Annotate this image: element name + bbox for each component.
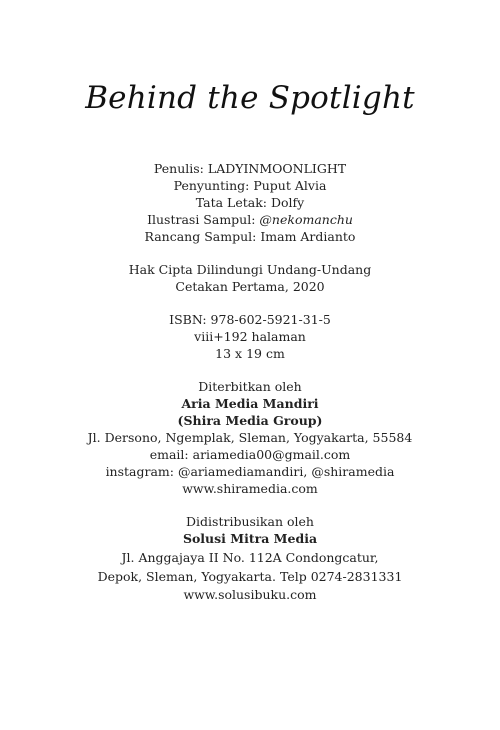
cover-illustration-line <box>0 211 500 228</box>
isbn-line: ISBN: 978-602-5921-31-5 <box>169 312 331 327</box>
layout-name: Dolfy <box>270 195 305 210</box>
publisher-label: Diterbitkan oleh <box>198 379 302 394</box>
publisher-group: (Shira Media Group) <box>177 413 323 428</box>
distributor-address-line1: Jl. Anggajaya II No. 112A Condongcatur, <box>121 550 379 565</box>
cover-illustration-label: Ilustrasi Sampul: <box>147 212 256 227</box>
distributor-name: Solusi Mitra Media <box>182 531 318 546</box>
publisher-address: Jl. Dersono, Ngemplak, Sleman, Yogyakarta, 55584 <box>87 430 413 445</box>
layout-line <box>0 194 500 211</box>
layout-label: Tata Letak: <box>195 195 267 210</box>
book-size-line: 13 x 19 cm <box>215 346 285 361</box>
distributor-label: Didistribusikan oleh <box>186 514 314 529</box>
publisher-name: Aria Media Mandiri <box>181 396 319 411</box>
editor-line <box>0 177 500 194</box>
publisher-instagram: instagram: @ariamediamandiri, @shiramedia <box>105 464 395 479</box>
cover-design-line <box>0 228 500 245</box>
writer-line <box>0 160 500 177</box>
cover-design-name: Imam Ardianto <box>260 229 356 244</box>
editor-label: Penyunting: <box>173 178 250 193</box>
writer-name: LADYINMOONLIGHT <box>207 161 347 176</box>
editor-name: Puput Alvia <box>253 178 327 193</box>
cover-illustration-name: @nekomanchu <box>259 212 353 227</box>
publisher-email: email: ariamedia00@gmail.com <box>149 447 351 462</box>
page-count-line: viii+192 halaman <box>194 329 306 344</box>
publisher-website: www.shiramedia.com <box>182 481 318 496</box>
writer-label: Penulis: <box>153 161 204 176</box>
book-title: Behind the Spotlight <box>85 80 415 116</box>
copyright-notice: Hak Cipta Dilindungi Undang-Undang <box>128 262 372 277</box>
edition-line: Cetakan Pertama, 2020 <box>175 279 325 294</box>
distributor-website: www.solusibuku.com <box>183 587 317 602</box>
cover-design-label: Rancang Sampul: <box>144 229 257 244</box>
distributor-address-line2: Depok, Sleman, Yogyakarta. Telp 0274-2831331 <box>97 569 403 584</box>
